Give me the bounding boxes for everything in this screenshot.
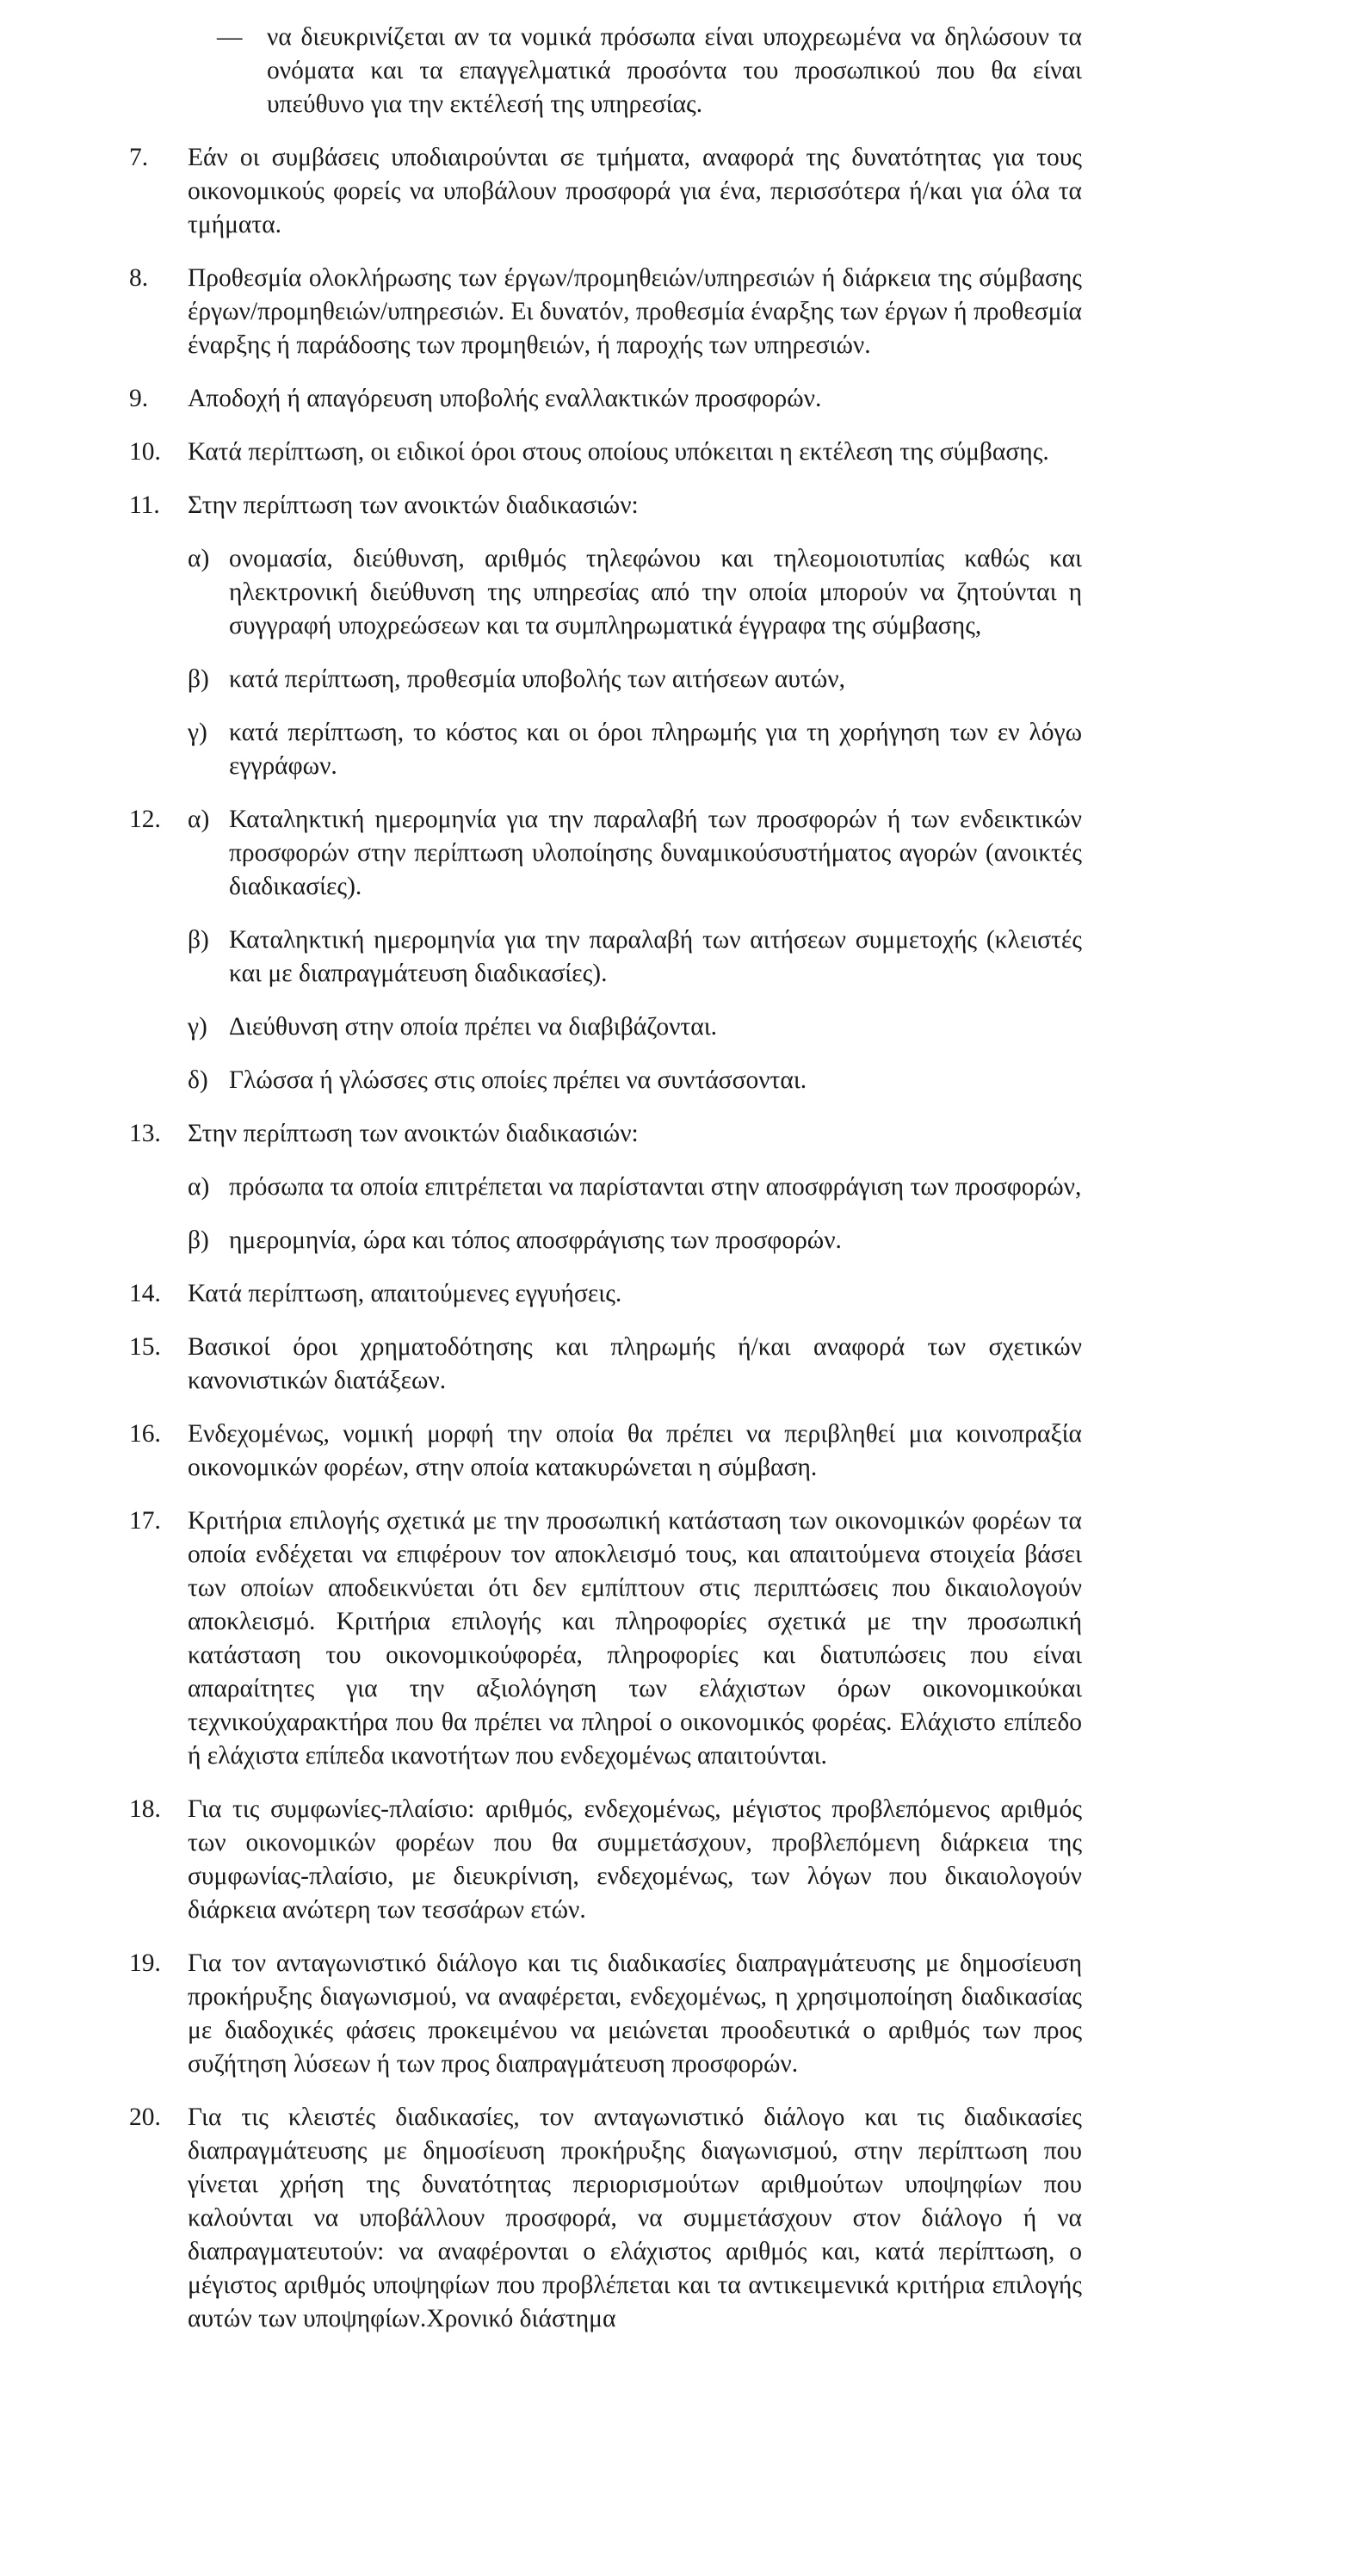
item-number: 12. [129,806,161,833]
list-item-14 [129,1277,1082,1311]
item-text: Εάν οι συμβάσεις υποδιαιρούνται σε τμήματα, αναφορά της δυνατότητας για τους οικονομικούς φορείς να υποβάλουν προσφορά για ένα, περισσότερα ή/και για όλα τα τμήματα. [188,144,1082,238]
item-text: Βασικοί όροι χρηματοδότησης και πληρωμής ή/και αναφορά των σχετικών κανονιστικών διατάξεων. [188,1333,1082,1394]
list-item-19 [129,1947,1082,2081]
sub-item-text: ονομασία, διεύθυνση, αριθμός τηλεφώνου και τηλεομοιοτυπίας καθώς και ηλεκτρονική διεύθυνση της υπηρεσίας από την οποία μπορούν να ζητούνται η συγγραφή υποχρεώσεων και τα συμπληρωματικά έγγραφα της σύμβασης, [229,545,1082,639]
sub-item-text: Γλώσσα ή γλώσσες στις οποίες πρέπει να συντάσσονται. [229,1066,807,1094]
item-text: Στην περίπτωση των ανοικτών διαδικασιών: [188,1120,639,1147]
sub-item-12d [188,1064,1082,1097]
list-item-13 [129,1117,1082,1151]
sub-item-text: Καταληκτική ημερομηνία για την παραλαβή των προσφορών ή των ενδεικτικών προσφορών στην περίπτωση υλοποίησης δυναμικούσυστήματος αγορών (ανοικτές διαδικασίες). [229,806,1082,900]
sub-item-text: ημερομηνία, ώρα και τόπος αποσφράγισης των προσφορών. [229,1226,842,1254]
list-item-7 [129,141,1082,242]
sub-item-letter: δ) [188,1066,208,1094]
sub-item-11b [188,663,1082,696]
list-item-18 [129,1793,1082,1927]
sub-item-text: κατά περίπτωση, το κόστος και οι όροι πληρωμής για τη χορήγηση των εν λόγω εγγράφων. [229,719,1082,780]
item-text: Προθεσμία ολοκλήρωσης των έργων/προμηθειών/υπηρεσιών ή διάρκεια της σύμβασης έργων/προμηθειών/υπηρεσιών. Ει δυνατόν, προθεσμία έναρξης των έργων ή προθεσμία έναρξης ή παράδοσης των προμηθειών, ή παροχής των υπηρεσιών. [188,264,1082,359]
sub-item-13a [188,1171,1082,1204]
item-number: 13. [129,1120,161,1147]
item-number: 7. [129,144,149,171]
item-text: Κατά περίπτωση, απαιτούμενες εγγυήσεις. [188,1280,622,1307]
list-item-15 [129,1331,1082,1398]
sub-item-11c [188,716,1082,783]
sub-item-letter: γ) [188,1013,207,1041]
item-number: 17. [129,1507,161,1535]
sub-item-text: Διεύθυνση στην οποία πρέπει να διαβιβάζονται. [229,1013,718,1041]
list-item-12 [129,803,1082,904]
list-item-9 [129,382,1082,416]
item-number: 8. [129,264,149,292]
item-number: 16. [129,1420,161,1448]
sub-item-text: κατά περίπτωση, προθεσμία υποβολής των αιτήσεων αυτών, [229,665,845,693]
item-text: Ενδεχομένως, νομική μορφή την οποία θα πρέπει να περιβληθεί μια κοινοπραξία οικονομικών φορέων, στην οποία κατακυρώνεται η σύμβαση. [188,1420,1082,1481]
item-text: Κριτήρια επιλογής σχετικά με την προσωπική κατάσταση των οικονομικών φορέων τα οποία ενδέχεται να επιφέρουν τον αποκλεισμό τους, και απαιτούμενα στοιχεία βάσει των οποίων αποδεικνύεται ότι δεν εμπίπτουν στις περιπτώσεις που δικαιολογούν αποκλεισμό. Κριτήρια επιλογής και πληροφορίες σχετικά με την προσωπική κατάσταση του οικονομικούφορέα, πληροφορίες και διατυπώσεις που είναι απαραίτητες για την αξιολόγηση των ελάχιστων όρων οικονομικούκαι τεχνικούχαρακτήρα που θα πρέπει να πληροί ο οικονομικός φορέας. Ελάχιστο επίπεδο ή ελάχιστα επίπεδα ικανοτήτων που ενδεχομένως απαιτούνται. [188,1507,1082,1770]
sub-item-letter: β) [188,665,209,693]
item-number: 18. [129,1795,161,1823]
item-text: Στην περίπτωση των ανοικτών διαδικασιών: [188,491,639,519]
item-text: Κατά περίπτωση, οι ειδικοί όροι στους οποίους υπόκειται η εκτέλεση της σύμβασης. [188,438,1049,466]
sub-item-letter: γ) [188,719,207,746]
sub-item-letter: β) [188,926,209,954]
sub-item-13b [188,1224,1082,1257]
list-item-10 [129,436,1082,469]
sub-item-letter: α) [188,1173,210,1201]
item-number: 9. [129,385,149,412]
item-text: Για τις κλειστές διαδικασίες, τον ανταγωνιστικό διάλογο και τις διαδικασίες διαπραγμάτευσης με δημοσίευση προκήρυξης διαγωνισμού, στην περίπτωση που γίνεται χρήση της δυνατότητας περιορισμούτων αριθμούτων υποψηφίων που καλούνται να υποβάλλουν προσφορά, να συμμετάσχουν στον διάλογο ή να διαπραγματευτούν: να αναφέρονται ο ελάχιστος αριθμός και, κατά περίπτωση, ο μέγιστος αριθμός υποψηφίων που προβλέπεται και τα αντικειμενικά κριτήρια επιλογής αυτών των υποψηφίων.Χρονικό διάστημα [188,2103,1082,2332]
item-number: 19. [129,1949,161,1977]
list-item-17 [129,1504,1082,1773]
list-item-8 [129,262,1082,362]
sub-item-text: πρόσωπα τα οποία επιτρέπεται να παρίστανται στην αποσφράγιση των προσφορών, [229,1173,1082,1201]
item-number: 20. [129,2103,161,2131]
list-item-11 [129,489,1082,522]
dash-item-text: να διευκρινίζεται αν τα νομικά πρόσωπα είναι υποχρεωμένα να δηλώσουν τα ονόματα και τα επαγγελματικά προσόντα του προσωπικού που θα είναι υπεύθυνο για την εκτέλεσή της υπηρεσίας. [267,23,1082,118]
item-text: Για τις συμφωνίες-πλαίσιο: αριθμός, ενδεχομένως, μέγιστος προβλεπόμενος αριθμός των οικονομικών φορέων που θα συμμετάσχουν, προβλεπόμενη διάρκεια της συμφωνίας-πλαίσιο, με διευκρίνιση, ενδεχομένως, των λόγων που δικαιολογούν διάρκεια ανώτερη των τεσσάρων ετών. [188,1795,1082,1924]
item-number: 10. [129,438,161,466]
sub-item-12b [188,924,1082,991]
dash-mark: — [217,23,243,51]
item-number: 15. [129,1333,161,1361]
list-item-20 [129,2101,1082,2336]
sub-item-text: Καταληκτική ημερομηνία για την παραλαβή των αιτήσεων συμμετοχής (κλειστές και με διαπραγμάτευση διαδικασίες). [229,926,1082,987]
sub-item-letter: α) [188,806,210,833]
sub-item-12c [188,1010,1082,1044]
sub-item-letter: β) [188,1226,209,1254]
dash-list-item [217,21,1082,121]
sub-item-letter: α) [188,545,210,572]
item-text: Αποδοχή ή απαγόρευση υποβολής εναλλακτικών προσφορών. [188,385,822,412]
item-number: 14. [129,1280,161,1307]
item-text: Για τον ανταγωνιστικό διάλογο και τις διαδικασίες διαπραγμάτευσης με δημοσίευση προκήρυξης διαγωνισμού, να αναφέρεται, ενδεχομένως, η χρησιμοποίηση διαδικασίας με διαδοχικές φάσεις προκειμένου να μειώνεται προοδευτικά ο αριθμός των προς συζήτηση λύσεων ή των προς διαπραγμάτευση προσφορών. [188,1949,1082,2078]
item-number: 11. [129,491,160,519]
sub-item-11a [188,542,1082,643]
list-item-16 [129,1418,1082,1485]
